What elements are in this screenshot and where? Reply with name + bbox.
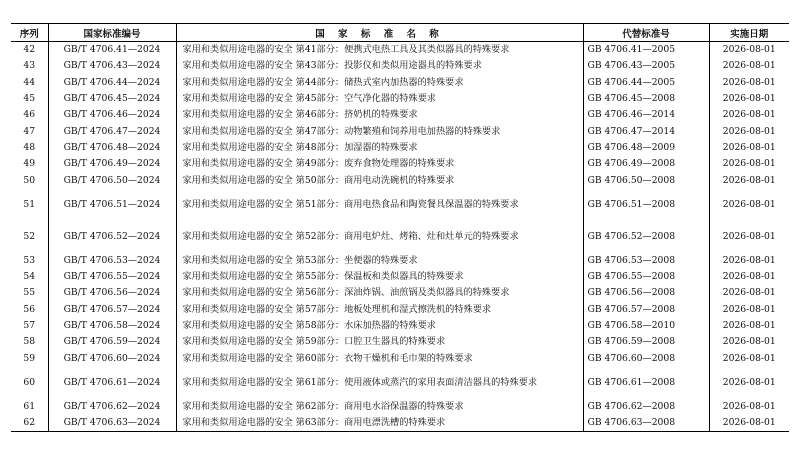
cell-seq: 58 (11, 334, 48, 350)
cell-replaced-standard: GB 4706.55—2008 (583, 269, 709, 285)
cell-effective-date: 2026-08-01 (709, 189, 789, 221)
table-row (11, 415, 789, 432)
cell-standard-name: 家用和类似用途电器的安全 第62部分：商用电水浴保温器的特殊要求 (176, 399, 583, 415)
cell-effective-date: 2026-08-01 (709, 172, 789, 188)
cell-seq: 43 (11, 58, 48, 74)
header-seq: 序列 (11, 24, 48, 42)
cell-replaced-standard: GB 4706.62—2008 (583, 399, 709, 415)
cell-replaced-standard: GB 4706.56—2008 (583, 285, 709, 301)
cell-seq: 46 (11, 107, 48, 123)
cell-standard-name: 家用和类似用途电器的安全 第60部分：衣物干燥机和毛巾架的特殊要求 (176, 350, 583, 366)
cell-standard-code: GB/T 4706.57—2024 (48, 302, 176, 318)
cell-effective-date: 2026-08-01 (709, 156, 789, 172)
cell-seq: 42 (11, 42, 48, 59)
cell-seq: 56 (11, 302, 48, 318)
cell-seq: 59 (11, 350, 48, 366)
cell-replaced-standard: GB 4706.46—2014 (583, 107, 709, 123)
table-row (11, 221, 789, 253)
standards-table-container (11, 23, 789, 432)
table-row (11, 350, 789, 366)
cell-replaced-standard: GB 4706.63—2008 (583, 415, 709, 432)
cell-standard-code: GB/T 4706.41—2024 (48, 42, 176, 59)
cell-seq: 49 (11, 156, 48, 172)
cell-standard-name: 家用和类似用途电器的安全 第52部分：商用电炉灶、烤箱、灶和灶单元的特殊要求 (176, 221, 583, 253)
cell-standard-code: GB/T 4706.44—2024 (48, 75, 176, 91)
cell-standard-name: 家用和类似用途电器的安全 第46部分：挤奶机的特殊要求 (176, 107, 583, 123)
cell-standard-code: GB/T 4706.45—2024 (48, 91, 176, 107)
cell-seq: 51 (11, 189, 48, 221)
cell-standard-code: GB/T 4706.51—2024 (48, 189, 176, 221)
table-row (11, 42, 789, 59)
cell-effective-date: 2026-08-01 (709, 58, 789, 74)
table-row (11, 58, 789, 74)
cell-seq: 61 (11, 399, 48, 415)
table-row (11, 189, 789, 221)
table-row (11, 334, 789, 350)
cell-standard-code: GB/T 4706.53—2024 (48, 253, 176, 269)
cell-effective-date: 2026-08-01 (709, 269, 789, 285)
table-row (11, 140, 789, 156)
cell-standard-code: GB/T 4706.52—2024 (48, 221, 176, 253)
cell-replaced-standard: GB 4706.48—2009 (583, 140, 709, 156)
table-body (11, 42, 789, 432)
cell-standard-name: 家用和类似用途电器的安全 第56部分：深油炸锅、油煎锅及类似器具的特殊要求 (176, 285, 583, 301)
cell-effective-date: 2026-08-01 (709, 107, 789, 123)
header-effective-date: 实施日期 (709, 24, 789, 42)
cell-standard-code: GB/T 4706.48—2024 (48, 140, 176, 156)
header-standard-code: 国家标准编号 (48, 24, 176, 42)
cell-seq: 53 (11, 253, 48, 269)
cell-replaced-standard: GB 4706.41—2005 (583, 42, 709, 59)
cell-standard-code: GB/T 4706.58—2024 (48, 318, 176, 334)
cell-effective-date: 2026-08-01 (709, 42, 789, 59)
cell-seq: 54 (11, 269, 48, 285)
table-row (11, 302, 789, 318)
table-row (11, 318, 789, 334)
cell-effective-date: 2026-08-01 (709, 91, 789, 107)
header-standard-name: 国 家 标 准 名 称 (176, 24, 583, 42)
cell-replaced-standard: GB 4706.59—2008 (583, 334, 709, 350)
cell-replaced-standard: GB 4706.50—2008 (583, 172, 709, 188)
cell-standard-name: 家用和类似用途电器的安全 第44部分：储热式室内加热器的特殊要求 (176, 75, 583, 91)
cell-standard-name: 家用和类似用途电器的安全 第48部分：加湿器的特殊要求 (176, 140, 583, 156)
table-row (11, 75, 789, 91)
cell-replaced-standard: GB 4706.49—2008 (583, 156, 709, 172)
table-row (11, 91, 789, 107)
cell-seq: 57 (11, 318, 48, 334)
header-replaced-standard: 代替标准号 (583, 24, 709, 42)
cell-replaced-standard: GB 4706.43—2005 (583, 58, 709, 74)
cell-standard-code: GB/T 4706.47—2024 (48, 123, 176, 139)
cell-effective-date: 2026-08-01 (709, 123, 789, 139)
cell-seq: 48 (11, 140, 48, 156)
cell-replaced-standard: GB 4706.58—2010 (583, 318, 709, 334)
cell-standard-code: GB/T 4706.55—2024 (48, 269, 176, 285)
cell-standard-code: GB/T 4706.60—2024 (48, 350, 176, 366)
cell-effective-date: 2026-08-01 (709, 221, 789, 253)
cell-standard-name: 家用和类似用途电器的安全 第53部分：坐便器的特殊要求 (176, 253, 583, 269)
cell-standard-name: 家用和类似用途电器的安全 第58部分：水床加热器的特殊要求 (176, 318, 583, 334)
cell-seq: 47 (11, 123, 48, 139)
cell-effective-date: 2026-08-01 (709, 399, 789, 415)
cell-seq: 45 (11, 91, 48, 107)
cell-effective-date: 2026-08-01 (709, 253, 789, 269)
cell-standard-name: 家用和类似用途电器的安全 第47部分：动物繁殖和饲养用电加热器的特殊要求 (176, 123, 583, 139)
cell-standard-code: GB/T 4706.50—2024 (48, 172, 176, 188)
cell-replaced-standard: GB 4706.45—2008 (583, 91, 709, 107)
cell-replaced-standard: GB 4706.51—2008 (583, 189, 709, 221)
cell-standard-code: GB/T 4706.56—2024 (48, 285, 176, 301)
cell-standard-code: GB/T 4706.49—2024 (48, 156, 176, 172)
cell-replaced-standard: GB 4706.57—2008 (583, 302, 709, 318)
cell-standard-name: 家用和类似用途电器的安全 第43部分：投影仪和类似用途器具的特殊要求 (176, 58, 583, 74)
cell-replaced-standard: GB 4706.53—2008 (583, 253, 709, 269)
table-row (11, 107, 789, 123)
cell-standard-name: 家用和类似用途电器的安全 第51部分：商用电热食品和陶瓷餐具保温器的特殊要求 (176, 189, 583, 221)
cell-effective-date: 2026-08-01 (709, 318, 789, 334)
cell-replaced-standard: GB 4706.44—2005 (583, 75, 709, 91)
table-row (11, 123, 789, 139)
cell-standard-code: GB/T 4706.61—2024 (48, 367, 176, 399)
cell-replaced-standard: GB 4706.61—2008 (583, 367, 709, 399)
table-row (11, 399, 789, 415)
table-row (11, 156, 789, 172)
cell-effective-date: 2026-08-01 (709, 350, 789, 366)
cell-standard-name: 家用和类似用途电器的安全 第49部分：废弃食物处理器的特殊要求 (176, 156, 583, 172)
cell-seq: 60 (11, 367, 48, 399)
cell-replaced-standard: GB 4706.60—2008 (583, 350, 709, 366)
cell-standard-code: GB/T 4706.62—2024 (48, 399, 176, 415)
cell-seq: 50 (11, 172, 48, 188)
cell-effective-date: 2026-08-01 (709, 140, 789, 156)
table-row (11, 269, 789, 285)
cell-replaced-standard: GB 4706.52—2008 (583, 221, 709, 253)
cell-seq: 55 (11, 285, 48, 301)
cell-effective-date: 2026-08-01 (709, 367, 789, 399)
cell-effective-date: 2026-08-01 (709, 415, 789, 432)
cell-effective-date: 2026-08-01 (709, 334, 789, 350)
cell-standard-name: 家用和类似用途电器的安全 第59部分：口腔卫生器具的特殊要求 (176, 334, 583, 350)
table-row (11, 367, 789, 399)
cell-standard-name: 家用和类似用途电器的安全 第63部分：商用电漂洗槽的特殊要求 (176, 415, 583, 432)
cell-seq: 44 (11, 75, 48, 91)
cell-standard-name: 家用和类似用途电器的安全 第50部分：商用电动洗碗机的特殊要求 (176, 172, 583, 188)
cell-standard-name: 家用和类似用途电器的安全 第55部分：保温板和类似器具的特殊要求 (176, 269, 583, 285)
table-row (11, 285, 789, 301)
cell-standard-name: 家用和类似用途电器的安全 第57部分：地板处理机和湿式擦洗机的特殊要求 (176, 302, 583, 318)
cell-standard-code: GB/T 4706.43—2024 (48, 58, 176, 74)
table-header-row (11, 24, 789, 42)
cell-effective-date: 2026-08-01 (709, 302, 789, 318)
cell-seq: 62 (11, 415, 48, 432)
cell-replaced-standard: GB 4706.47—2014 (583, 123, 709, 139)
cell-effective-date: 2026-08-01 (709, 75, 789, 91)
table-row (11, 172, 789, 188)
cell-effective-date: 2026-08-01 (709, 285, 789, 301)
cell-standard-name: 家用和类似用途电器的安全 第61部分：使用液体或蒸汽的家用表面清洁器具的特殊要求 (176, 367, 583, 399)
cell-standard-name: 家用和类似用途电器的安全 第41部分：便携式电热工具及其类似器具的特殊要求 (176, 42, 583, 59)
cell-standard-name: 家用和类似用途电器的安全 第45部分：空气净化器的特殊要求 (176, 91, 583, 107)
standards-table (11, 23, 789, 432)
cell-standard-code: GB/T 4706.46—2024 (48, 107, 176, 123)
cell-standard-code: GB/T 4706.63—2024 (48, 415, 176, 432)
table-row (11, 253, 789, 269)
cell-standard-code: GB/T 4706.59—2024 (48, 334, 176, 350)
cell-seq: 52 (11, 221, 48, 253)
